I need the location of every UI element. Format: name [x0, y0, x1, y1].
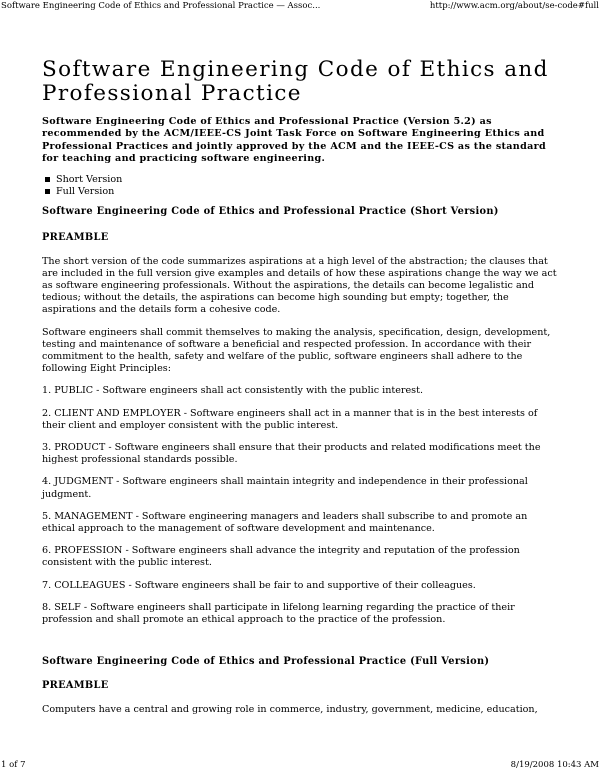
intro-text: Software Engineering Code of Ethics and Professional Practice (Version 5.2) as recommended by the ACM/IEEE-CS Joint Task Force on Software Engineering Ethics and Professional Practices and jointly approved by the ACM and the IEEE-CS as the standard for teaching and practicing software engineering. — [42, 116, 546, 165]
bullet-icon — [45, 189, 50, 194]
principle-6: 6. PROFESSION - Software engineers shall advance the integrity and reputation of the profession consistent with the public interest. — [42, 545, 520, 569]
toc-item-short[interactable] — [56, 174, 562, 186]
short-preamble-paragraph-2: Software engineers shall commit themselves to making the analysis, specification, design, development, testing and maintenance of software a beneficial and respected profession. In accordance with their commitment to the health, safety and welfare of the public, software engineers shall adhere to the following Eight Principles: — [42, 326, 551, 375]
print-timestamp: 8/19/2008 10:43 AM — [510, 760, 599, 770]
principle-7: 7. COLLEAGUES - Software engineers shall be fair to and supportive of their colleagues. — [42, 579, 476, 591]
page-title: Software Engineering Code of Ethics and Professional Practice — [42, 57, 549, 106]
short-preamble-heading: PREAMBLE — [42, 231, 109, 243]
principle-8: 8. SELF - Software engineers shall participate in lifelong learning regarding the practice of their profession and shall promote an ethical approach to the practice of the profession. — [42, 601, 515, 626]
full-version-heading: Software Engineering Code of Ethics and Professional Practice (Full Version) — [42, 656, 490, 668]
full-preamble-paragraph-1: Computers have a central and growing role in commerce, industry, government, medicine, education, — [42, 704, 538, 716]
toc-link-full[interactable]: Full Version — [56, 185, 115, 197]
page-number: 1 of 7 — [1, 760, 26, 770]
toc-link-short[interactable]: Short Version — [56, 173, 123, 185]
principle-1: 1. PUBLIC - Software engineers shall act consistently with the public interest. — [42, 385, 423, 397]
principle-4: 4. JUDGMENT - Software engineers shall maintain integrity and independence in their professional judgment. — [42, 476, 528, 500]
full-preamble-heading: PREAMBLE — [42, 680, 109, 692]
table-of-contents — [42, 174, 562, 198]
principle-3: 3. PRODUCT - Software engineers shall ensure that their products and related modifications meet the highest professional standards possible. — [42, 442, 541, 466]
bullet-icon — [45, 177, 50, 182]
document-body — [42, 58, 562, 717]
print-header-url: http://www.acm.org/about/se-code#full — [429, 1, 599, 11]
principle-2: 2. CLIENT AND EMPLOYER - Software engineers shall act in a manner that is in the best interests of their client and employer consistent with the public interest. — [42, 407, 538, 431]
print-header-title: Software Engineering Code of Ethics and Professional Practice — Assoc... — [1, 1, 321, 11]
short-preamble-paragraph-1: The short version of the code summarizes aspirations at a high level of the abstraction; the clauses that are included in the full version give examples and details of how these aspirations change the way we act as software engineering professionals. Without the aspirations, the details can become legalistic and tedious; without the details, the aspirations can become high sounding but empty; together, the aspirations and the details form a cohesive code. — [42, 255, 557, 316]
short-version-heading: Software Engineering Code of Ethics and Professional Practice (Short Version) — [42, 205, 499, 217]
principle-5: 5. MANAGEMENT - Software engineering managers and leaders shall subscribe to and promote an ethical approach to the management of software development and maintenance. — [42, 510, 528, 535]
toc-item-full[interactable] — [56, 186, 562, 198]
